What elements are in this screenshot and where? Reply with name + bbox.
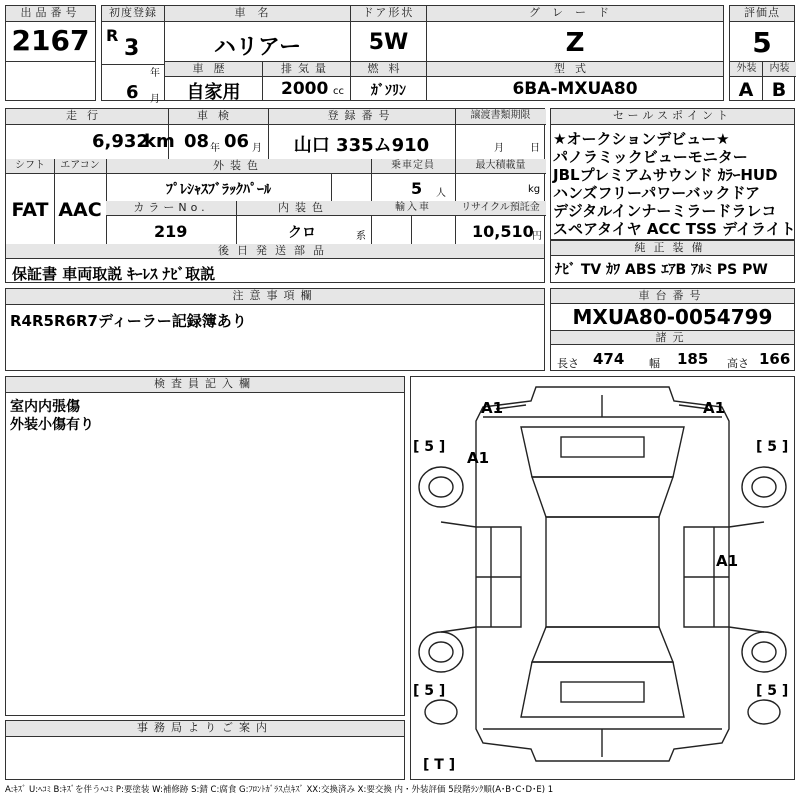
sales-point-line: デジタルインナーミラードラレコ bbox=[553, 202, 777, 220]
sales-points-label: セールスポイント bbox=[551, 109, 794, 125]
wheel-front-left bbox=[419, 467, 463, 507]
color-no-label: カラーNo. bbox=[106, 201, 236, 216]
sales-points-box bbox=[550, 108, 795, 240]
sales-point-line: JBLプレミアムサウンド ｶﾗｰHUD bbox=[553, 166, 778, 184]
ac: AAC bbox=[58, 199, 102, 221]
interior-label: 内装 bbox=[763, 62, 796, 77]
wheel-front-right bbox=[742, 467, 786, 507]
door-box bbox=[350, 5, 427, 62]
tire-tread: [ 5 ] bbox=[413, 439, 446, 455]
plate: 山口 335ム910 bbox=[293, 135, 430, 156]
damage-mark: A1 bbox=[481, 399, 504, 417]
transfer-label: 譲渡書類期限 bbox=[455, 109, 546, 125]
insp-month-unit: 月 bbox=[252, 143, 262, 154]
ac-label: エアコン bbox=[54, 159, 106, 174]
score-box bbox=[729, 5, 795, 62]
tire-tread: [ 5 ] bbox=[756, 439, 789, 455]
history: 自家用 bbox=[186, 82, 241, 103]
car-diagram-svg bbox=[411, 377, 794, 779]
ext-int-box bbox=[729, 61, 795, 101]
car-name-label: 車名 bbox=[165, 6, 350, 22]
door: 5W bbox=[368, 30, 409, 55]
fuel-label: 燃料 bbox=[351, 62, 426, 77]
exterior-score: A bbox=[738, 79, 754, 101]
office-box bbox=[5, 720, 405, 780]
month-unit: 月 bbox=[150, 94, 160, 105]
equipment-box bbox=[550, 240, 795, 283]
inspection-year: 08 bbox=[184, 131, 210, 152]
inspector-label: 検査員記入欄 bbox=[6, 377, 404, 393]
ext-color: ﾌﾟﾚｼｬｽﾌﾞﾗｯｸﾊﾟｰﾙ bbox=[166, 182, 271, 198]
wheel-rear-right bbox=[742, 632, 786, 672]
score-label: 評価点 bbox=[730, 6, 794, 22]
year-unit: 年 bbox=[150, 68, 160, 79]
era: R bbox=[106, 26, 119, 45]
capacity: 5 bbox=[411, 179, 423, 198]
color-no: 219 bbox=[154, 222, 188, 241]
shift: FAT bbox=[11, 199, 49, 221]
damage-diagram bbox=[410, 376, 795, 780]
notes-text: R4R5R6R7ディーラー記録簿あり bbox=[10, 312, 247, 330]
height-label: 高さ bbox=[727, 357, 749, 370]
history-box bbox=[164, 61, 263, 101]
notes-box bbox=[5, 288, 545, 371]
spec-label: 諸元 bbox=[551, 330, 794, 345]
height: 166 bbox=[759, 350, 791, 368]
lot-extra-box bbox=[5, 61, 96, 101]
inspection-label: 車検 bbox=[168, 109, 268, 125]
first-reg-box bbox=[101, 5, 165, 105]
insp-year-unit: 年 bbox=[210, 143, 220, 154]
shift-label: シフト bbox=[6, 159, 54, 174]
cc-unit: cc bbox=[333, 86, 344, 97]
inspector-line: 室内内張傷 bbox=[10, 399, 80, 415]
displacement-label: 排気量 bbox=[263, 62, 350, 77]
sales-point-line: パノラミックビューモニター bbox=[553, 148, 748, 166]
recycle-label: リサイクル預託金 bbox=[455, 201, 546, 216]
chassis-number: MXUA80-0054799 bbox=[572, 305, 773, 329]
max-load-label: 最大積載量 bbox=[455, 159, 546, 174]
sales-point-line: スペアタイヤ ACC TSS デイライト bbox=[553, 220, 796, 238]
ext-color-label: 外装色 bbox=[106, 159, 371, 174]
sales-point-line: ハンズフリーパワーバックドア bbox=[553, 184, 761, 202]
notes-label: 注意事項欄 bbox=[6, 289, 544, 305]
lot-label: 出品番号 bbox=[6, 6, 95, 22]
mileage: 6,932 bbox=[92, 131, 149, 152]
int-color-unit: 系 bbox=[356, 231, 366, 242]
transfer-month-unit: 月 bbox=[494, 143, 504, 154]
car-name: ハリアー bbox=[213, 35, 302, 60]
mileage-label: 走行 bbox=[6, 109, 168, 125]
int-color-label: 内装色 bbox=[236, 201, 371, 216]
inspector-line: 外装小傷有り bbox=[10, 417, 94, 433]
damage-mark: A1 bbox=[467, 449, 490, 467]
lot-box bbox=[5, 5, 96, 62]
office-label: 事務局よりご案内 bbox=[6, 721, 404, 737]
capacity-label: 乗車定員 bbox=[371, 159, 455, 174]
car-name-box bbox=[164, 5, 351, 62]
history-label: 車歴 bbox=[165, 62, 262, 77]
transfer-day-unit: 日 bbox=[530, 143, 540, 154]
parts: 保証書 車両取説 ｷｰﾚｽ ﾅﾋﾞ取説 bbox=[12, 265, 216, 283]
fuel: ｶﾞｿﾘﾝ bbox=[371, 83, 406, 99]
door-label: ドア形状 bbox=[351, 6, 426, 22]
damage-mark: A1 bbox=[703, 399, 726, 417]
sales-point-line: ★オークションデビュー★ bbox=[553, 130, 730, 148]
tire-tread: [ 5 ] bbox=[756, 683, 789, 699]
displacement-box bbox=[262, 61, 351, 101]
recycle-unit: 円 bbox=[532, 231, 542, 242]
inspector-box bbox=[5, 376, 405, 716]
max-load-unit: kg bbox=[528, 184, 541, 195]
width: 185 bbox=[677, 350, 709, 368]
length: 474 bbox=[593, 350, 625, 368]
plate-label: 登録番号 bbox=[268, 109, 455, 125]
interior-score: B bbox=[771, 79, 787, 101]
damage-mark: A1 bbox=[716, 552, 739, 570]
spare-tire-mark: [ T ] bbox=[423, 757, 456, 773]
first-reg-label: 初度登録 bbox=[102, 6, 164, 22]
wheel-rear-left bbox=[419, 632, 463, 672]
grade: Z bbox=[565, 28, 585, 58]
chassis-box bbox=[550, 288, 795, 371]
model-label: 型式 bbox=[427, 62, 723, 77]
inspection-month: 06 bbox=[224, 131, 250, 152]
score: 5 bbox=[752, 26, 772, 59]
import-label: 輸入車 bbox=[371, 201, 455, 216]
recycle: 10,510 bbox=[472, 222, 534, 241]
displacement: 2000 bbox=[281, 79, 329, 99]
mileage-unit: km bbox=[144, 131, 175, 152]
parts-label: 後日発送部品 bbox=[6, 244, 544, 259]
int-color: クロ bbox=[288, 225, 316, 241]
body-outline bbox=[476, 387, 729, 761]
width-label: 幅 bbox=[649, 357, 660, 370]
spare-tire bbox=[425, 700, 457, 724]
legend: A:ｷｽﾞ U:ﾍｺﾐ B:ｷｽﾞを伴うﾍｺﾐ P:要塗装 W:補修跡 S:錆 C:腐食 G:ﾌﾛﾝﾄｶﾞﾗｽ点ｷｽﾞ XX:交換済み X:要交換 内・外装評価 5段階ﾗﾝｸ順(A･B･C･D･E) 1 bbox=[5, 785, 554, 795]
model: 6BA-MXUA80 bbox=[512, 79, 638, 99]
chassis-label: 車台番号 bbox=[551, 289, 794, 304]
model-box bbox=[426, 61, 724, 101]
capacity-unit: 人 bbox=[436, 188, 446, 199]
grade-label: グレード bbox=[427, 6, 723, 22]
length-label: 長さ bbox=[557, 357, 579, 370]
equipment-items: ﾅﾋﾞ TV ｶﾜ ABS ｴｱB ｱﾙﾐ PS PW bbox=[555, 262, 768, 278]
lot-number: 2167 bbox=[11, 24, 90, 57]
equipment-label: 純正装備 bbox=[551, 241, 794, 256]
tire-tread: [ 5 ] bbox=[413, 683, 446, 699]
exterior-label: 外装 bbox=[730, 62, 763, 77]
fuel-box bbox=[350, 61, 427, 101]
first-reg-year: 3 bbox=[124, 36, 140, 61]
first-reg-month: 6 bbox=[126, 82, 139, 103]
grade-box bbox=[426, 5, 724, 62]
vehicle-detail-box bbox=[5, 108, 545, 283]
